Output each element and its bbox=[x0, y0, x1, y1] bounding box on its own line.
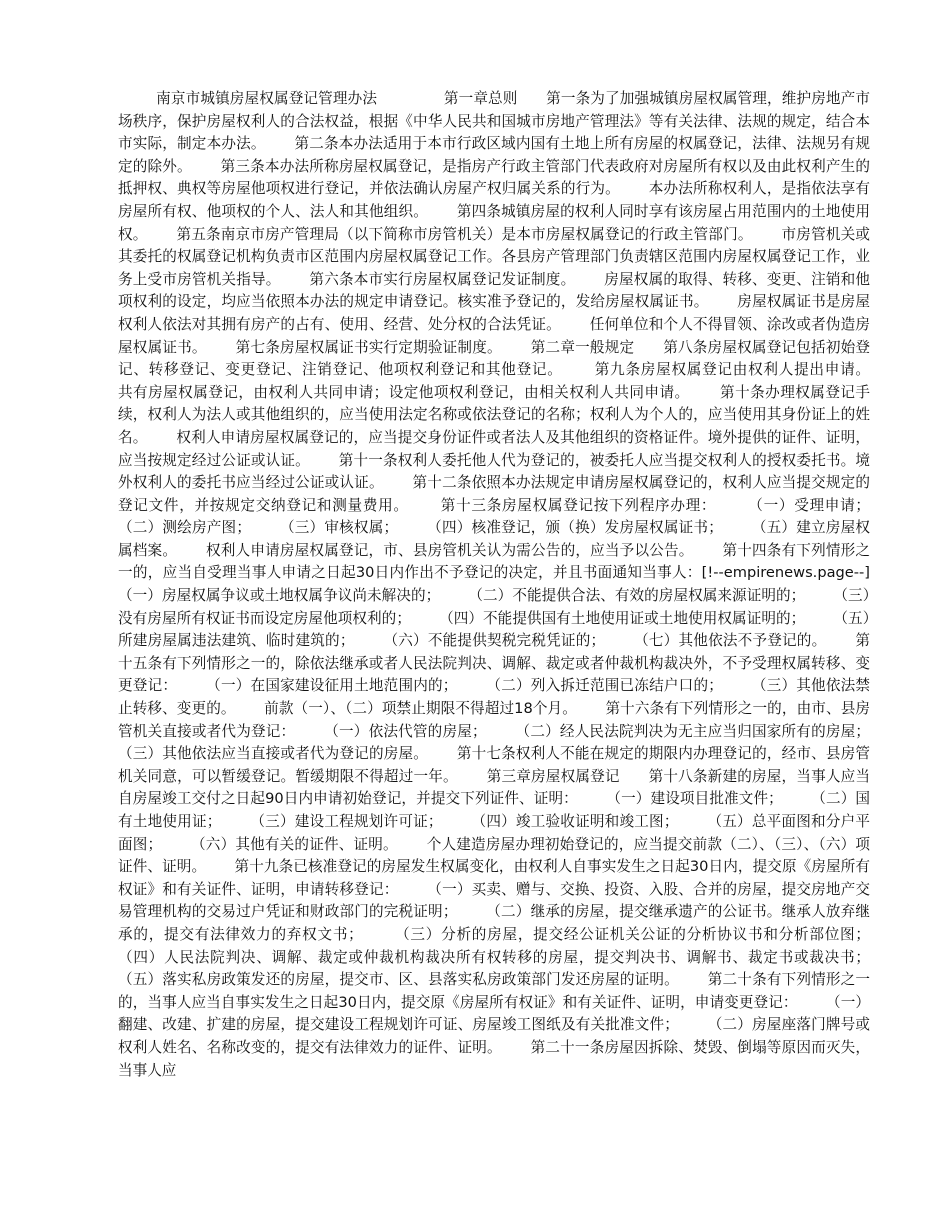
document-page bbox=[118, 88, 898, 1082]
document-body-text: 南京市城镇房屋权属登记管理办法 第一章总则 第一条为了加强城镇房屋权属管理，维护房地产市场秩序，保护房屋权利人的合法权益，根据《中华人民共和国城市房地产管理法》等有关法律、法规的规定，结合本市实际，制定本办法。 第二条本办法适用于本市行政区域内国有土地上所有房屋的权属登记，法律、法规另有规定的除外。 第三条本办法所称房屋权属登记，是指房产行政主管部门代表政府对房屋所有权以及由此权利产生的抵押权、典权等房屋他项权进行登记，并依法确认房屋产权归属关系的行为。 本办法所称权利人，是指依法享有房屋所有权、他项权的个人、法人和其他组织。 第四条城镇房屋的权利人同时享有该房屋占用范围内的土地使用权。 第五条南京市房产管理局（以下简称市房管机关）是本市房屋权属登记的行政主管部门。 市房管机关或其委托的权属登记机构负责市区范围内房屋权属登记工作。各县房产管理部门负责辖区范围内房屋权属登记工作，业务上受市房管机关指导。 第六条本市实行房屋权属登记发证制度。 房屋权属的取得、转移、变更、注销和他项权利的设定，均应当依照本办法的规定申请登记。核实准予登记的，发给房屋权属证书。 房屋权属证书是房屋权利人依法对其拥有房产的占有、使用、经营、处分权的合法凭证。 任何单位和个人不得冒领、涂改或者伪造房屋权属证书。 第七条房屋权属证书实行定期验证制度。 第二章一般规定 第八条房屋权属登记包括初始登记、转移登记、变更登记、注销登记、他项权利登记和其他登记。 第九条房屋权属登记由权利人提出申请。 共有房屋权属登记，由权利人共同申请；设定他项权利登记，由相关权利人共同申请。 第十条办理权属登记手续，权利人为法人或其他组织的，应当使用法定名称或依法登记的名称；权利人为个人的，应当使用其身份证上的姓名。 权利人申请房屋权属登记的，应当提交身份证件或者法人及其他组织的资格证件。境外提供的证件、证明，应当按规定经过公证或认证。 第十一条权利人委托他人代为登记的，被委托人应当提交权利人的授权委托书。境外权利人的委托书应当经过公证或认证。 第十二条依照本办法规定申请房屋权属登记的，权利人应当提交规定的登记文件，并按规定交纳登记和测量费用。 第十三条房屋权属登记按下列程序办理： （一）受理申请； （二）测绘房产图； （三）审核权属； （四）核准登记，颁（换）发房屋权属证书； （五）建立房屋权属档案。 权利人申请房屋权属登记，市、县房管机关认为需公告的，应当予以公告。 第十四条有下列情形之一的，应当自受理当事人申请之日起30日内作出不予登记的决定，并且书面通知当事人：[!--empirenews.page--] （一）房屋权属争议或土地权属争议尚未解决的； （二）不能提供合法、有效的房屋权属来源证明的； （三）没有房屋所有权证书而设定房屋他项权利的； （四）不能提供国有土地使用证或土地使用权属证明的； （五）所建房屋属违法建筑、临时建筑的； （六）不能提供契税完税凭证的； （七）其他依法不予登记的。 第十五条有下列情形之一的，除依法继承或者人民法院判决、调解、裁定或者仲裁机构裁决外，不予受理权属转移、变更登记： （一）在国家建设征用土地范围内的； （二）列入拆迁范围已冻结户口的； （三）其他依法禁止转移、变更的。 前款（一）、（二）项禁止期限不得超过18个月。 第十六条有下列情形之一的，由市、县房管机关直接或者代为登记： （一）依法代管的房屋； （二）经人民法院判决为无主应当归国家所有的房屋； （三）其他依法应当直接或者代为登记的房屋。 第十七条权利人不能在规定的期限内办理登记的，经市、县房管机关同意，可以暂缓登记。暂缓期限不得超过一年。 第三章房屋权属登记 第十八条新建的房屋，当事人应当自房屋竣工交付之日起90日内申请初始登记，并提交下列证件、证明： （一）建设项目批准文件； （二）国有土地使用证； （三）建设工程规划许可证； （四）竣工验收证明和竣工图； （五）总平面图和分户平面图； （六）其他有关的证件、证明。 个人建造房屋办理初始登记的，应当提交前款（二）、（三）、（六）项证件、证明。 第十九条已核准登记的房屋发生权属变化，由权利人自事实发生之日起30日内，提交原《房屋所有权证》和有关证件、证明，申请转移登记： （一）买卖、赠与、交换、投资、入股、合并的房屋，提交房地产交易管理机构的交易过户凭证和财政部门的完税证明； （二）继承的房屋，提交继承遗产的公证书。继承人放弃继承的，提交有法律效力的弃权文书； （三）分析的房屋，提交经公证机关公证的分析协议书和分析部位图； （四）人民法院判决、调解、裁定或仲裁机构裁决所有权转移的房屋，提交判决书、调解书、裁定书或裁决书； （五）落实私房政策发还的房屋，提交市、区、县落实私房政策部门发还房屋的证明。 第二十条有下列情形之一的，当事人应当自事实发生之日起30日内，提交原《房屋所有权证》和有关证件、证明，申请变更登记： （一）翻建、改建、扩建的房屋，提交建设工程规划许可证、房屋竣工图纸及有关批准文件； （二）房屋座落门牌号或权利人姓名、名称改变的，提交有法律效力的证件、证明。 第二十一条房屋因拆除、焚毁、倒塌等原因而灭失，当事人应 bbox=[118, 90, 898, 1079]
